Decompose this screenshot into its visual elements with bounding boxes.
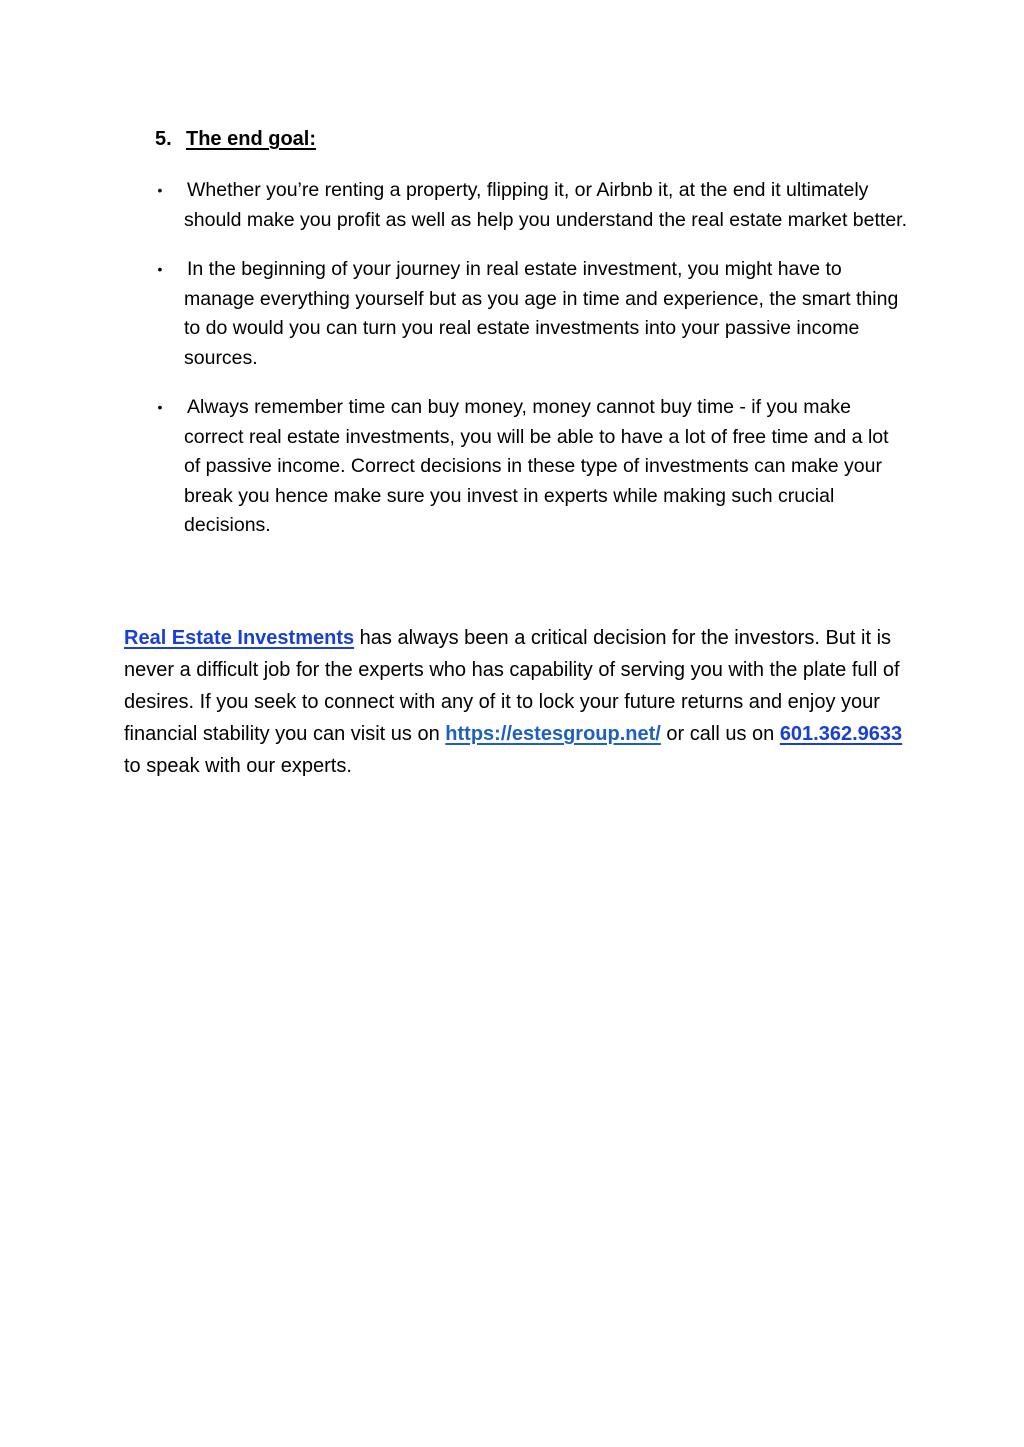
list-item (150, 176, 910, 235)
closing-text: has always been a critical decision for the investors. But it is never a difficult job for the experts who has capability of serving you with the plate full of desires. If you seek to connect with any of it to lock your future returns and enjoy your financial stability you can visit us on (124, 627, 900, 745)
website-link[interactable]: https://estesgroup.net/ (445, 723, 661, 745)
closing-paragraph (124, 622, 904, 782)
list-item (150, 255, 910, 373)
bullet-icon: • (157, 261, 163, 277)
bullet-text: In the beginning of your journey in real estate investment, you might have to manage everything yourself but as you age in time and experience, the smart thing to do would you can turn you real estate investments into your passive income sources. (184, 258, 899, 369)
bullet-list (150, 176, 910, 561)
section-title: The end goal: (186, 128, 316, 150)
bullet-icon: • (157, 399, 163, 415)
real-estate-investments-link[interactable]: Real Estate Investments (124, 627, 355, 649)
bullet-icon: • (157, 182, 163, 198)
closing-text: to speak with our experts. (124, 755, 352, 777)
list-item (150, 393, 910, 541)
closing-text: or call us on (660, 723, 780, 745)
bullet-text: Always remember time can buy money, money cannot buy time - if you make correct real estate investments, you will be able to have a lot of free time and a lot of passive income. Correct decisions in these type of investments can make your break you hence make sure you invest in experts while making such crucial decisions. (184, 396, 889, 536)
section-heading (155, 126, 316, 152)
bullet-text: Whether you’re renting a property, flipping it, or Airbnb it, at the end it ultimately should make you profit as well as help you understand the real estate market better. (184, 179, 907, 231)
section-number: 5. (155, 128, 172, 150)
phone-link[interactable]: 601.362.9633 (779, 723, 903, 745)
